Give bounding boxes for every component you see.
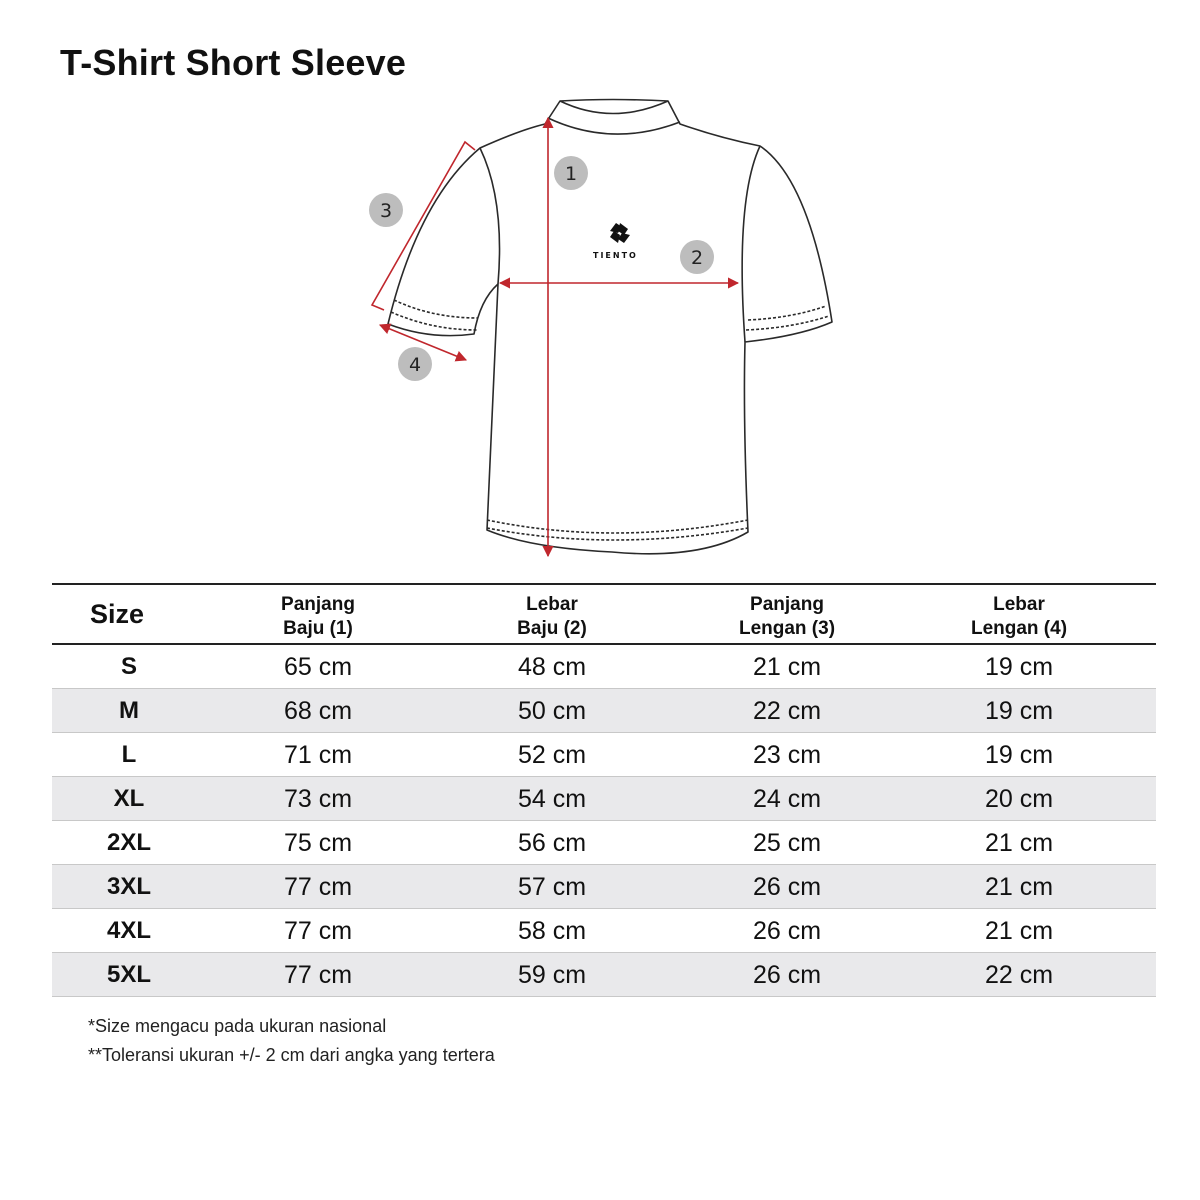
panjang-lengan-cell: 25 cm	[752, 829, 822, 857]
lebar-lengan-cell: 19 cm	[984, 697, 1054, 725]
lebar-baju-cell: 48 cm	[517, 653, 587, 681]
panjang-baju-cell: 73 cm	[283, 785, 353, 813]
lebar-lengan-cell: 21 cm	[984, 917, 1054, 945]
lebar-lengan-cell: 21 cm	[984, 873, 1054, 901]
lebar-baju-cell: 50 cm	[517, 697, 587, 725]
footnote-size-reference: *Size mengacu pada ukuran nasional	[88, 1016, 387, 1036]
svg-text:2: 2	[690, 247, 704, 269]
panjang-lengan-cell: 22 cm	[752, 697, 822, 725]
table-row	[52, 645, 1156, 689]
table-row	[52, 733, 1156, 777]
lebar-lengan-cell: 20 cm	[984, 785, 1054, 813]
lebar-lengan-cell: 22 cm	[984, 961, 1054, 989]
panjang-baju-cell: 77 cm	[283, 873, 353, 901]
table-row	[52, 865, 1156, 909]
footnotes	[88, 1012, 495, 1070]
lebar-baju-cell: 52 cm	[517, 741, 587, 769]
panjang-baju-cell: 68 cm	[283, 697, 353, 725]
table-row	[52, 689, 1156, 733]
size-label: 2XL	[106, 829, 151, 856]
tshirt-outline	[388, 100, 832, 554]
size-label: L	[121, 741, 137, 768]
panjang-baju-cell: 77 cm	[283, 961, 353, 989]
panjang-lengan-cell: 23 cm	[752, 741, 822, 769]
table-row	[52, 821, 1156, 865]
panjang-lengan-cell: 26 cm	[752, 961, 822, 989]
table-row	[52, 953, 1156, 997]
panjang-baju-cell: 77 cm	[283, 917, 353, 945]
panjang-baju-cell: 71 cm	[283, 741, 353, 769]
brand-name: TIENTO	[593, 251, 638, 260]
panjang-baju-cell: 75 cm	[283, 829, 353, 857]
marker-3	[369, 193, 403, 227]
svg-text:1: 1	[564, 163, 578, 185]
size-label: 4XL	[106, 917, 151, 944]
marker-1	[554, 156, 588, 190]
lebar-lengan-cell: 19 cm	[984, 653, 1054, 681]
lebar-baju-cell: 59 cm	[517, 961, 587, 989]
marker-2	[680, 240, 714, 274]
header-lebar-baju: Lebar Baju (2)	[517, 594, 587, 639]
panjang-baju-cell: 65 cm	[283, 653, 353, 681]
header-size: Size	[90, 599, 145, 629]
panjang-lengan-cell: 26 cm	[752, 873, 822, 901]
lebar-lengan-cell: 21 cm	[984, 829, 1054, 857]
panjang-lengan-cell: 26 cm	[752, 917, 822, 945]
size-label: M	[119, 697, 139, 724]
footnote-tolerance: **Toleransi ukuran +/- 2 cm dari angka yang tertera	[88, 1045, 495, 1065]
header-panjang-baju: Panjang Baju (1)	[281, 594, 355, 639]
lebar-baju-cell: 57 cm	[517, 873, 587, 901]
table-row	[52, 909, 1156, 953]
table-header	[52, 583, 1156, 645]
size-label: S	[120, 653, 137, 680]
page-title: T-Shirt Short Sleeve	[60, 42, 407, 83]
tshirt-diagram	[340, 92, 880, 582]
panjang-lengan-cell: 21 cm	[752, 653, 822, 681]
header-lebar-lengan: Lebar Lengan (4)	[970, 594, 1068, 639]
marker-4	[398, 347, 432, 381]
lebar-baju-cell: 54 cm	[517, 785, 587, 813]
svg-text:4: 4	[408, 354, 422, 376]
header-panjang-lengan: Panjang Lengan (3)	[738, 594, 836, 639]
svg-text:3: 3	[379, 200, 393, 222]
size-label: 3XL	[106, 873, 151, 900]
lebar-baju-cell: 58 cm	[517, 917, 587, 945]
panjang-lengan-cell: 24 cm	[752, 785, 822, 813]
size-label: 5XL	[106, 961, 151, 988]
size-table	[52, 583, 1156, 997]
lebar-lengan-cell: 19 cm	[984, 741, 1054, 769]
size-label: XL	[113, 785, 145, 812]
table-row	[52, 777, 1156, 821]
lebar-baju-cell: 56 cm	[517, 829, 587, 857]
